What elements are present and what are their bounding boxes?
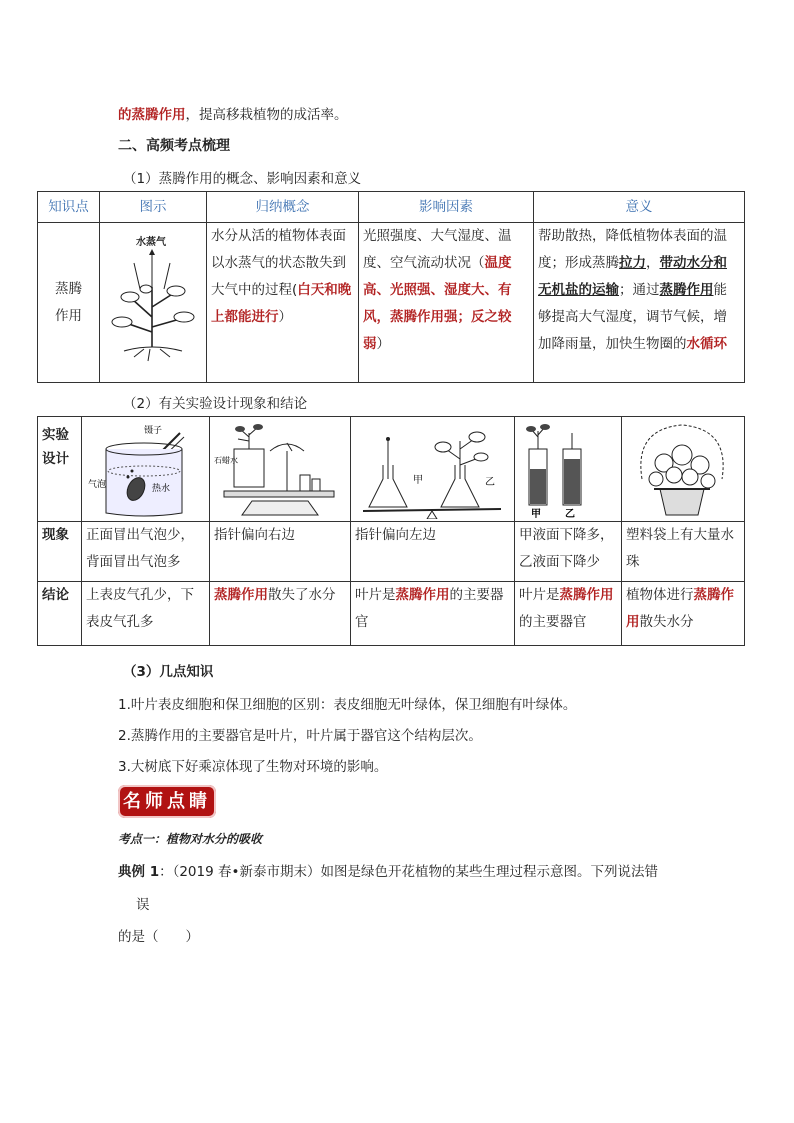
experiment-table xyxy=(37,416,745,646)
conclusion-2: 蒸腾作用散失了水分 xyxy=(210,582,351,646)
label-conclusion: 结论 xyxy=(38,582,82,646)
exp1-figure xyxy=(82,417,210,522)
label-phenomenon: 现象 xyxy=(38,522,82,582)
example-last: 的是（ ） xyxy=(118,929,199,945)
phenomenon-5: 塑料袋上有大量水珠 xyxy=(622,522,745,582)
point-cell: 蒸腾 作用 xyxy=(38,223,100,383)
phenomenon-1: 正面冒出气泡少，背面冒出气泡多 xyxy=(82,522,210,582)
conclusion-4: 叶片是蒸腾作用的主要器官 xyxy=(515,582,622,646)
intro-line: 的蒸腾作用，提高移栽植物的成活率。 xyxy=(118,107,348,123)
bubble-label: 气泡 xyxy=(88,480,107,490)
flask-a-label: 甲 xyxy=(413,475,423,486)
header-meaning: 意义 xyxy=(534,192,745,223)
vapor-label: 水蒸气 xyxy=(136,237,166,248)
conclusion-5: 植物体进行蒸腾作用散失水分 xyxy=(622,582,745,646)
exp2-figure xyxy=(210,417,351,522)
phenomenon-2: 指针偏向右边 xyxy=(210,522,351,582)
header-factors: 影响因素 xyxy=(359,192,534,223)
concept-cell: 水分从活的植物体表面以水蒸气的状态散失到大气中的过程(白天和晚上都能进行） xyxy=(207,223,359,383)
label-experiment: 实验设计 xyxy=(38,417,82,522)
factors-cell: 光照强度、大气湿度、温度、空气流动状况（温度高、光照强、湿度大、有风，蒸腾作用强；反之较弱） xyxy=(359,223,534,383)
phenomenon-4: 甲液面下降多，乙液面下降少 xyxy=(515,522,622,582)
knowledge-2: 2.蒸腾作用的主要器官是叶片，叶片属于器官这个结构层次。 xyxy=(118,728,482,744)
transpiration-table xyxy=(37,191,745,383)
meaning-cell: 帮助散热，降低植物体表面的温度；形成蒸腾拉力，带动水分和无机盐的运输；通过蒸腾作用能够提高大气湿度，调节气候，增加降雨量，加快生物圈的水循环 xyxy=(534,223,745,383)
sub1-heading: （1）蒸腾作用的概念、影响因素和意义 xyxy=(123,171,362,187)
tweezers-label: 镊子 xyxy=(144,426,163,436)
header-knowledge-point: 知识点 xyxy=(38,192,100,223)
tube-b-label: 乙 xyxy=(565,509,575,519)
knowledge-3: 3.大树底下好乘凉体现了生物对环境的影响。 xyxy=(118,759,388,775)
example-line: 典例 1：（2019 春•新泰市期末）如图是绿色开花植物的某些生理过程示意图。下列说法错 xyxy=(118,864,658,880)
section2-title: 二、高频考点梳理 xyxy=(118,138,230,154)
flask-b-label: 乙 xyxy=(485,477,495,488)
plant-drawing xyxy=(104,227,202,377)
exp3-figure xyxy=(351,417,515,522)
knowledge-1: 1.叶片表皮细胞和保卫细胞的区别：表皮细胞无叶绿体，保卫细胞有叶绿体。 xyxy=(118,697,577,713)
conclusion-3: 叶片是蒸腾作用的主要器官 xyxy=(351,582,515,646)
hot-water-label: 热水 xyxy=(152,484,171,494)
teacher-tip-badge: 名师点睛 xyxy=(118,785,216,818)
example-wrap: 误 xyxy=(136,897,150,913)
tube-a-label: 甲 xyxy=(531,509,541,519)
conclusion-1: 上表皮气孔少，下表皮气孔多 xyxy=(82,582,210,646)
plant-illustration xyxy=(100,223,207,383)
phenomenon-3: 指针偏向左边 xyxy=(351,522,515,582)
paraffin-label: 石蜡水 xyxy=(214,456,238,465)
kaodian-heading: 考点一：植物对水分的吸收 xyxy=(118,832,263,846)
exp4-figure xyxy=(515,417,622,522)
sub3-heading: （3）几点知识 xyxy=(123,664,214,680)
sub2-heading: （2）有关实验设计现象和结论 xyxy=(123,396,308,412)
header-illustration: 图示 xyxy=(100,192,207,223)
header-concept: 归纳概念 xyxy=(207,192,359,223)
exp5-figure xyxy=(622,417,745,522)
